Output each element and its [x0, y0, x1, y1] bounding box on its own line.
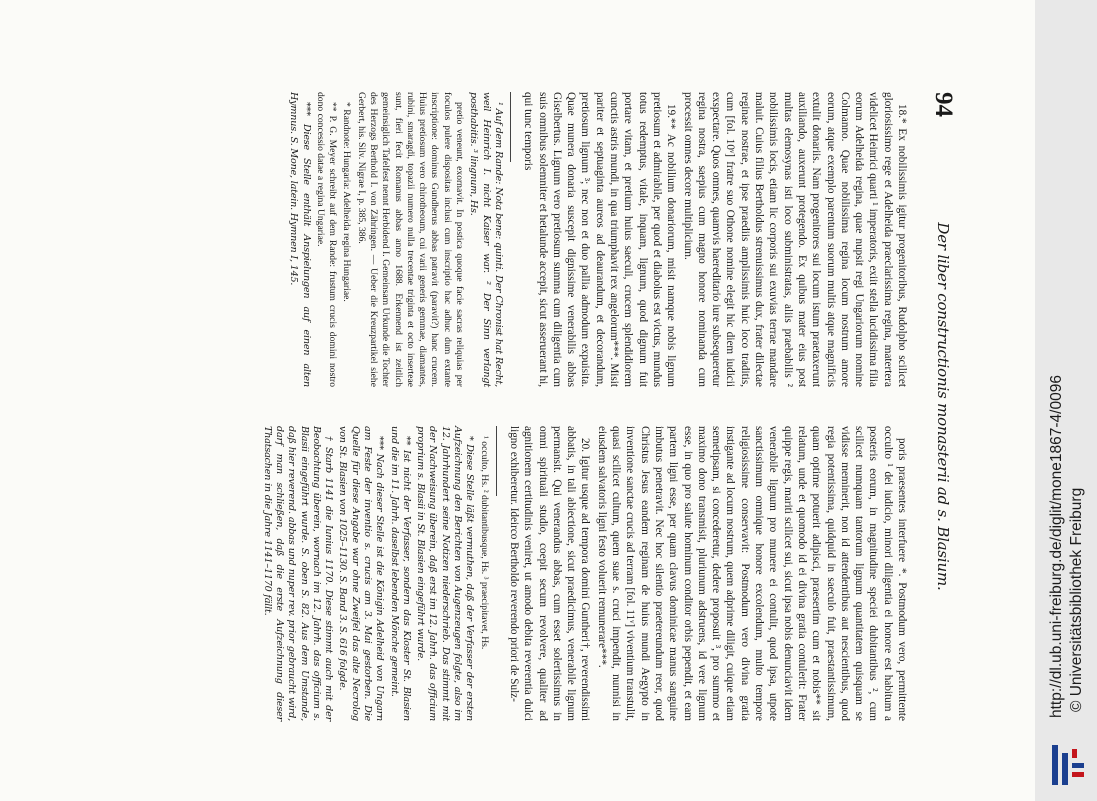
paragraph-20: 20. Igitur usque ad tempora domini Guntheri†, reverendissimi abbatis, in tali abiectione, sicut praedicimus, venerabile lignum permansit. Qui venerandus abbas, cum esset solertissimus in omni spirituali studio, coepit secum revolvere, qualiter ad agnitionem certitudinis veniret, ut amodo debita reverentia dulci ligno exhiberetur. Ideirco Bertholdo reverendo priori de Sulz-: [507, 426, 592, 721]
paragraph-19: 19.** Ac nobilium donariorum, misit namque nobis lignum pretiosum et admirabile, per quod et diabolus est victus, mundus totus redemptus, vitale, inquam, lignum, quod dignum fuit portare vitam, et pretium huius saeculi, crucem splendidiorem cunctis astris mundi, in qua triumphavit rex angelorum***. Misit pariter et septuaginta aureos ad deaurandum, et decorandum, pretiosum lignum ³; nec non et duo pallia admodum expuisita. Quae munera donaria suscepit dignissime venerabilis abbas Giselbertus. Lignum vero pretiosum summa cum diligentia cum suis omnibus solemniter et hetalunde accepit, sicut asseruerant hi, qui tunc temporis: [522, 92, 678, 387]
footnote: ¹ Auf dem Rande: Nota bene: quinti. Der Chronist hat Recht, weil Heinrich I. nicht Kaiser war. ² Der Sinn verlangt posthabitis. ³ lingnum, Hs.: [468, 92, 504, 387]
source-url-link[interactable]: http://dl.ub.uni-freiburg.de/diglit/mone1867-4/0096: [1048, 375, 1065, 718]
footnote: † Starb 1141 die Iunius 1170. Diese stimmt auch mit der Beobachtung überein, wornach im 12. Jahrh. das officium s. Blasii eingeführt wurde. S. oben S. 82. Aus dem Umstande, daß hier reverend. abbas und nuper rev. prior gebraucht wird, darf man schließen, daß die erste Aufzeichnung dieser Thatsachen in die Jahre 1141–1170 fällt.: [261, 426, 335, 721]
right-column: [258, 426, 909, 721]
footnote: * Randnote: Hungaria: Adelheida regina Hungariae.: [341, 102, 353, 302]
ub-freiburg-logo-icon: [1048, 745, 1086, 785]
footnote-divider: [510, 92, 511, 162]
page-header: [917, 92, 957, 721]
footnote: ¹ occulto, Hs. ² dubitantibusque, Hs. ³ praecipitavet, Hs.: [478, 436, 490, 650]
footnote: *** Nach dieser Stelle ist die Königin Adelheid von Ungarn am Feste der inventio s. crucis am 3. Mai gestorben. Die Quelle für diese Angabe war ohne Zweifel das alte Necrolog von St. Blasien von 1025–1130. S. Band 3. S. 616 folgde.: [337, 426, 386, 721]
running-title: Der liber constructionis monasterii ad s. Blasium.: [934, 222, 952, 591]
right-footnotes: [260, 426, 489, 721]
paragraph-18: 18.* Ex nobilissimis igitur progenitoribus, Rudolpho scilicet gloriosissimo rege et Adelheida praeclarissima regina, matertera videlicet Heinrici quarti ¹ imperatoris, exiit stella lucidissima filia eorum Adelheida regina, quae nupsit regi Ungariorum nomine Colmanno. Quae nobilissima regina locum nostrum amore eorum, atque exemplo parentum suorum multis atque magnificis extulit donariis. Nam progenitores sui locum istum praetaxerunt auxiliando, auxerunt protegendo. Ex quibus mater eius post multas elemosynas isti loco subministratas, aliis praebabilis ² nobilissimis locis, etiam lic corporis sui exuvias terrae mandare maluit. Cuius filius Bertholdus strenuissimus dux, frater dilectae reginae nostrae, et ipse praediis amplissimis huic loco traditis, cum [fol. 10ᵛ] fratre suo Othone nomine elegit hic diem iudicii exspectare. Quos omnes, quamvis haereditario iure subsequeretur regina nostra, saepius cum magno honore nominanda cum processit omnes decore multiplicium.: [681, 92, 908, 387]
left-footnotes: [287, 92, 504, 387]
copyright-notice: © Universitätsbibliothek Freiburg: [1068, 487, 1085, 712]
text-columns: [258, 92, 909, 721]
left-column: [258, 92, 909, 387]
viewer-sidebar: [1035, 0, 1097, 801]
page-number: 94: [930, 92, 957, 117]
footnote: *** Diese Stelle enthält Anspielungen auf einen alten Hymnus. S. Mone, latein. Hymnen I, 145.: [288, 92, 312, 387]
footnote: * Diese Stelle läßt vermuthen, daß der Verfasser der ersten Aufzeichnung den Berichten von Augenzeugen folgte, also im 12. Jahrhundert seine Notizen niederschrieb. Das stimmt mit der Nachweisung überein, daß erst im 12. Jahrh. das officium proprium s. Blasii in St. Blasien eingeführt wurde.: [415, 426, 476, 721]
footnote-divider: [496, 426, 497, 496]
footnote: ** Ist nicht der Verfasser, sondern das Kloster St. Blasien und die im 11. Jahrh. daselbst lebenden Mönche gemeint.: [388, 426, 412, 721]
footnote: ** P. G. Meyer schreibt auf dem Rande: frustum crucis domini nostro dono concessio datae a regina Ungariae.: [314, 92, 339, 387]
paragraph-continued: poris praesentes interfuere *. Postmodum vero, permittente occulto ¹ dei iudicio, minori diligentia ei honore est habitum a posteris eorum, in magnitudine speciei dubitantibus ², cum scilicet numquam tantorum lignum quantitatem quisquam se vidisse meminerit, non id attendentibus aut nescientibus, quod regia potentissima, quidquid in saeculo fuit, praestantissimum, quam optime potuerit adipisci, praesertim cum et nobis** sit relatum, unde et quomodo id ei divina gratia contulerit: Frater quippe regis, mariti scilicet sui, sicut ipsa nobis denunciavit idem venerabile lignum pro munere ei contulit, quod ipsa, utpote sanctissimum omnique honore excolendum, multo tempore religiosissime conservavit: Postmodum vero divina gratia instigante ad locum nostrum, quem adprime diligit, cuique etiam semetipsam, si concederetur, dedere proposuit ³, pro summo et maximo dono transmisit, pluriunum adstruens, id vere lignum esse, in quo pro salute hominum conditor orbis pependit, et eam partem ligni esse, per quam clavus dominicae manus sanguine imbutus penetravit. Nec hoc silentio praetereundum reor, quod Christus Jesus eandem reginam de huius mundi Aegypto in inventione sanctae crucis ad terram [fol. 11ᵛ] viventium transtulit, quasi scilicet cultum, quem suae s. cruci impendit, nunnisi in eiusdem salvatoris ligni festo voluerit remunerare***.: [595, 426, 908, 721]
footnote: pretio veneunt, exornavit. In postica quoque facie sacras reliquias per foculos pulere dispositas inclusi cum inscriptio hac adhuc dum extante inscriptione: dominus Gundherus abbas patravit (paravit?) hanc crucem. Huius pretiosum vero chirotheoum, cui varii generis gemmae, diamantes, rubini, smaragdi, topazii numero nulla trecentae triginta et octo inserteae sunt, fieri fecit Romanus abbas anno 1688. Erkennend ist zeitlich gemeinsiglich Tafelfest nennt Herbidend I. Gemeinsam Urkunde die Tochter des Herzogs Berthold I. von Zähringen. — Ueber die Kreuzpartikel siehe Gerbert, his. Silv. Nigrae I, p. 385, 386.: [355, 92, 466, 387]
